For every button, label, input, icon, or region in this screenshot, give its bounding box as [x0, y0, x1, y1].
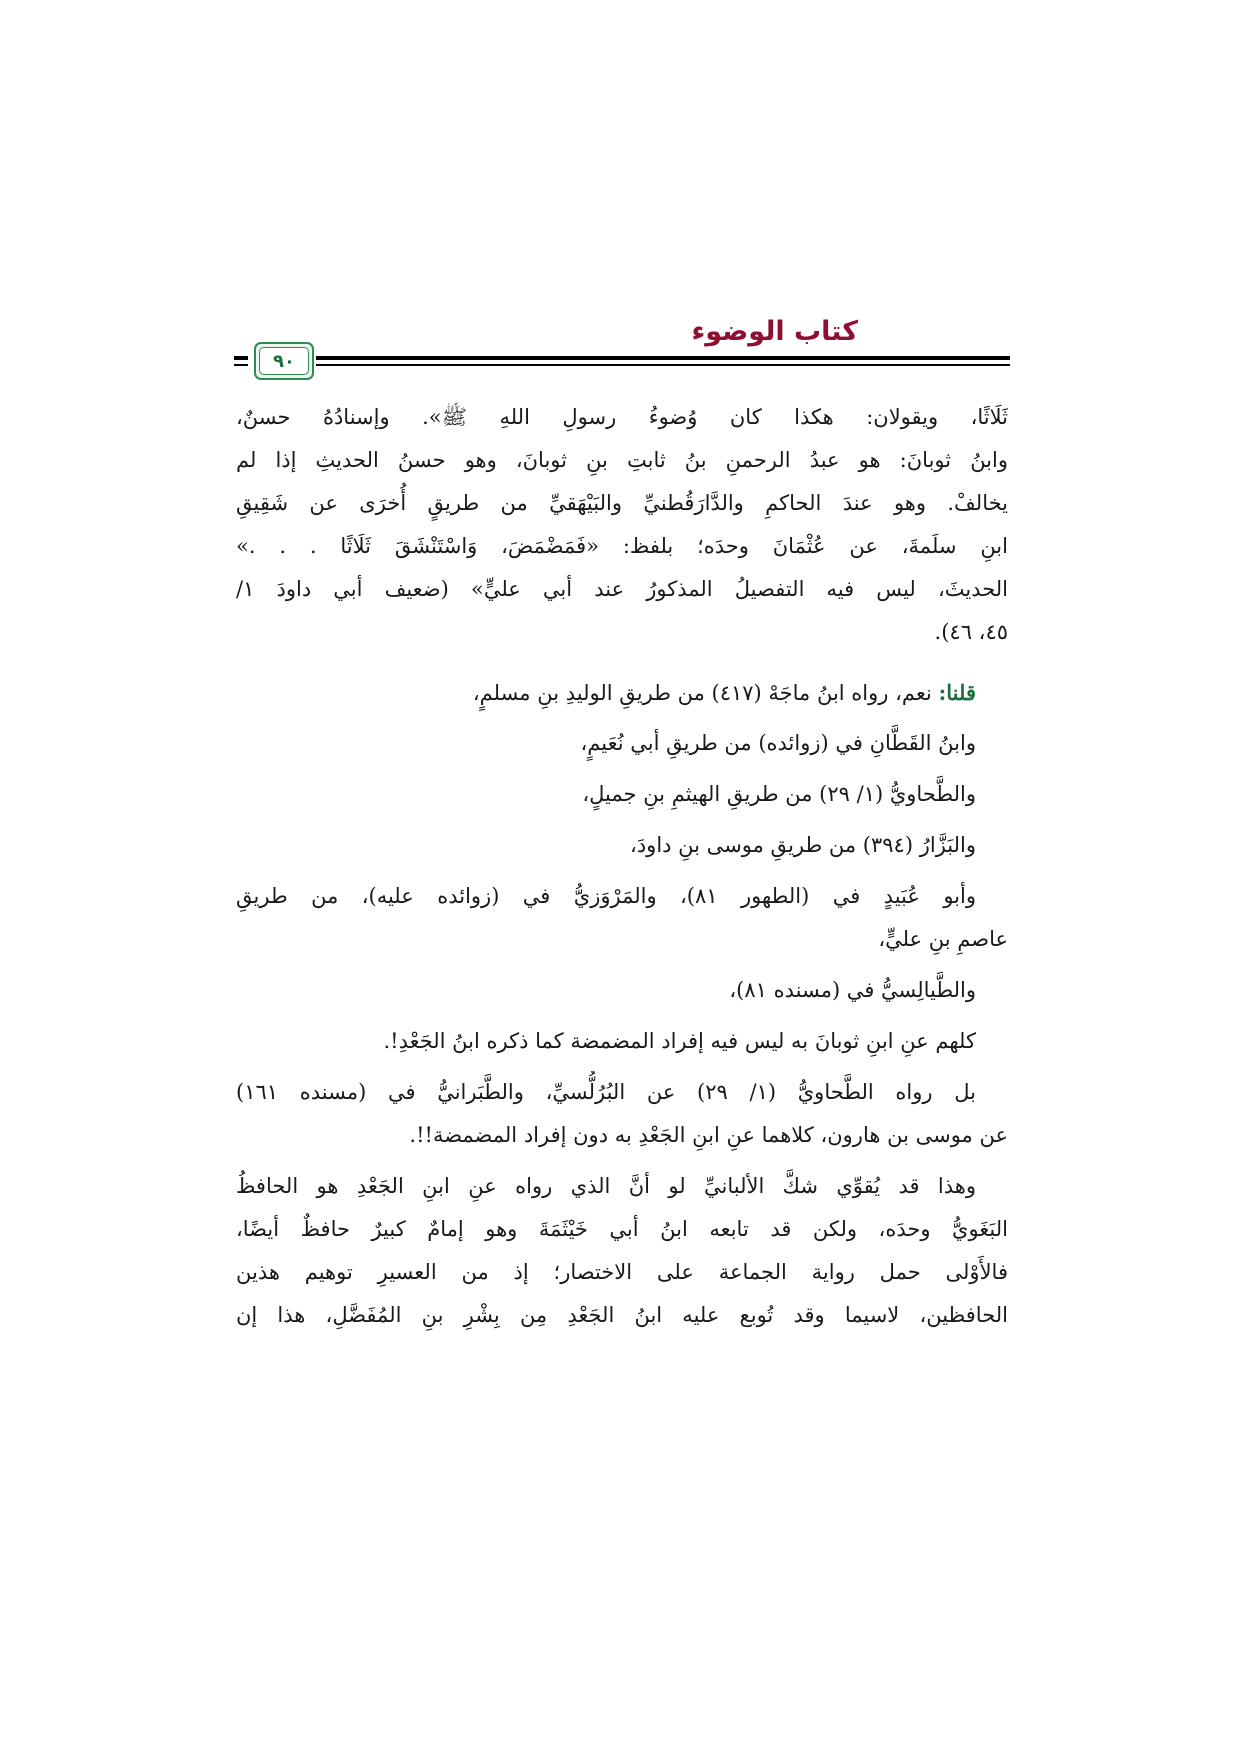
text-line: وأبو عُبَيدٍ في (الطهور ٨١)، والمَرْوَزيُّ في (زوائده عليه)، من طريقِ	[236, 884, 976, 908]
qulna-label: قلنا:	[938, 680, 976, 705]
text-line: ابنِ سلَمةَ، عن عُثْمَانَ وحدَه؛ بلفظ: «فَمَضْمَضَ، وَاسْتَنْشَقَ ثَلَاثًا . . .»	[236, 534, 1008, 558]
text-line: الحديثَ، ليس فيه التفصيلُ المذكورُ عند أبي عليٍّ» (ضعيف أبي داودَ ١/	[236, 577, 1008, 601]
page-header	[234, 312, 1010, 384]
page-number: ٩٠	[259, 347, 309, 375]
body-text	[236, 396, 1008, 1337]
text-line: وابنُ ثوبانَ: هو عبدُ الرحمنِ بنُ ثابتِ بنِ ثوبانَ، وهو حسنُ الحديثِ إذا لم	[236, 448, 1008, 472]
header-rule-thick	[234, 356, 1010, 360]
qulna-paragraph	[236, 671, 1008, 714]
text-line: عن موسى بن هارون، كلاهما عنِ ابنِ الجَعْدِ به دون إفراد المضمضة!!.	[409, 1123, 1008, 1147]
text-line: والطَّيالِسيُّ في (مسنده ٨١)،	[729, 978, 976, 1002]
text-line: عاصمِ بنِ عليٍّ،	[878, 927, 1008, 951]
book-title: كتاب الوضوء	[691, 316, 858, 347]
text-line: ثَلَاثًا، ويقولان: هكذا كان وُضوءُ رسولِ اللهِ ﷺ». وإسنادُهُ حسنٌ،	[236, 405, 1008, 429]
text-line: وهذا قد يُقوِّي شكَّ الألبانيِّ لو أنَّ الذي رواه عنِ ابنِ الجَعْدِ هو الحافظُ	[236, 1174, 976, 1198]
header-rule-thin	[234, 364, 1010, 366]
text-line: والطَّحاويُّ (١/ ٢٩) من طريقِ الهيثمِ بنِ جميلٍ،	[582, 782, 976, 806]
page-number-badge	[254, 342, 314, 380]
text-line: وابنُ القَطَّانِ في (زوائده) من طريقِ أبي نُعَيمٍ،	[580, 731, 976, 755]
text-line: الحافظين، لاسيما وقد تُوبع عليه ابنُ الجَعْدِ مِن بِشْرِ بنِ المُفَضَّلِ، هذا إن	[236, 1303, 1008, 1327]
text-line: يخالفْ. وهو عندَ الحاكمِ والدَّارَقُطنيِّ والبَيْهَقيِّ من طريقٍ أُخرَى عن شَقِيقِ	[236, 491, 1008, 515]
text-line: بل رواه الطَّحاويُّ (١/ ٢٩) عن البُرُلُّسيِّ، والطَّبَرانيُّ في (مسنده ١٦١)	[236, 1080, 976, 1104]
text-line: البَغَويُّ وحدَه، ولكن قد تابعه ابنُ أبي خَيْثَمَةَ وهو إمامٌ كبيرٌ حافظٌ أيضًا،	[236, 1217, 1008, 1241]
text-line: فالأَوْلى حمل رواية الجماعة على الاختصار؛ إذ من العسيرِ توهيم هذين	[236, 1260, 1008, 1284]
text-line: كلهم عنِ ابنِ ثوبانَ به ليس فيه إفراد المضمضة كما ذكره ابنُ الجَعْدِ!.	[383, 1029, 976, 1053]
text-line: ٤٥، ٤٦).	[934, 620, 1008, 644]
text-line: والبَزَّارُ (٣٩٤) من طريقِ موسى بنِ داودَ،	[630, 833, 976, 857]
text-line: نعم، رواه ابنُ ماجَهْ (٤١٧) من طريقِ الوليدِ بنِ مسلمٍ،	[472, 681, 932, 705]
